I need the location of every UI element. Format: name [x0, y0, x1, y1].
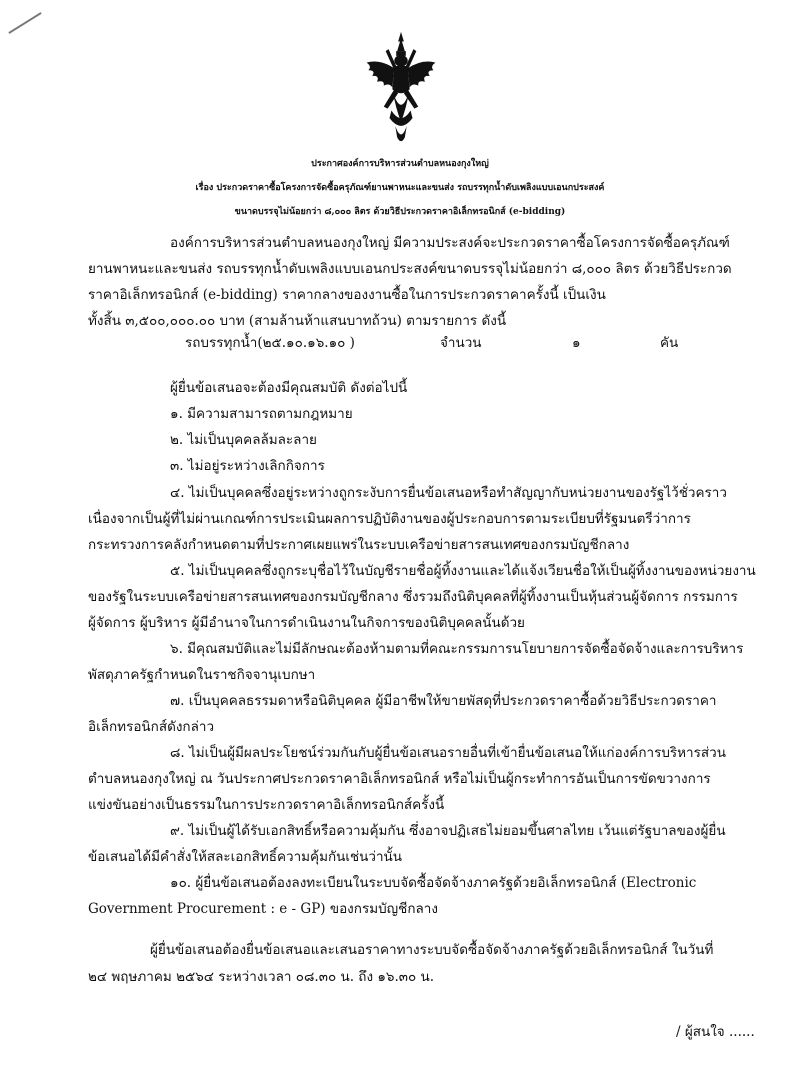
qualification-line: แข่งขันอย่างเป็นธรรมในการประกวดราคาอิเล็กทรอนิกส์ครั้งนี้ — [88, 797, 445, 813]
garuda-emblem-icon — [362, 30, 440, 145]
announcement-subject: เรื่อง ประกวดราคาซื้อโครงการจัดซื้อครุภัณฑ์ยานพาหนะและขนส่ง รถบรรทุกน้ำดับเพลิงแบบเอนกประสงค์ — [195, 183, 605, 193]
qualification-line: ๑. มีความสามารถตามกฎหมาย — [170, 406, 353, 422]
item-qty: ๑ — [572, 335, 581, 351]
qualification-line: พัสดุภาครัฐกำหนดในราชกิจจานุเบกษา — [88, 667, 316, 683]
qualification-line: ๗. เป็นบุคคลธรรมดาหรือนิติบุคคล ผู้มีอาชีพให้ขายพัสดุที่ประกวดราคาซื้อด้วยวิธีประกวดราคา — [170, 693, 717, 709]
document-header — [0, 152, 800, 224]
intro-line: ทั้งสิ้น ๓,๕๐๐,๐๐๐.๐๐ บาท (สามล้านห้าแสนบาทถ้วน) ตามรายการ ดังนี้ — [88, 313, 507, 329]
announcement-subject-cont: ขนาดบรรจุไม่น้อยกว่า ๘,๐๐๐ ลิตร ด้วยวิธีประกวดราคาอิเล็กทรอนิกส์ (e-bidding) — [234, 207, 566, 217]
qualification-line: ๒. ไม่เป็นบุคคลล้มละลาย — [170, 432, 317, 448]
qualification-line: ผู้จัดการ ผู้บริหาร ผู้มีอำนาจในการดำเนินงานในกิจการของนิติบุคคลนั้นด้วย — [88, 615, 525, 631]
continuation-marker: / ผู้สนใจ ...... — [676, 1024, 755, 1040]
item-name: รถบรรทุกน้ำ(๒๕.๑๐.๑๖.๑๐ ) — [185, 335, 355, 351]
intro-line: ราคาอิเล็กทรอนิกส์ (e-bidding) ราคากลางของงานซื้อในการประกวดราคาครั้งนี้ เป็นเงิน — [88, 287, 606, 303]
qualification-line: ๑๐. ผู้ยื่นข้อเสนอต้องลงทะเบียนในระบบจัดซื้อจัดจ้างภาครัฐด้วยอิเล็กทรอนิกส์ (Electronic — [170, 875, 697, 891]
qualification-line: เนื่องจากเป็นผู้ที่ไม่ผ่านเกณฑ์การประเมินผลการปฏิบัติงานของผู้ประกอบการตามระเบียบที่รัฐมนตรีว่าการ — [88, 511, 691, 527]
qualification-line: ๕. ไม่เป็นบุคคลซึ่งถูกระบุชื่อไว้ในบัญชีรายชื่อผู้ทิ้งงานและได้แจ้งเวียนชื่อให้เป็นผู้ทิ้งงานของหน่วยงาน — [170, 563, 756, 579]
qualification-line: ๔. ไม่เป็นบุคคลซึ่งอยู่ระหว่างถูกระงับการยื่นข้อเสนอหรือทำสัญญากับหน่วยงานของรัฐไว้ชั่วคราว — [170, 485, 727, 501]
qualification-line: Government Procurement : e - GP) ของกรมบัญชีกลาง — [88, 901, 438, 917]
qualification-line: ๙. ไม่เป็นผู้ได้รับเอกสิทธิ์หรือความคุ้มกัน ซึ่งอาจปฏิเสธไม่ยอมขึ้นศาลไทย เว้นแต่รัฐบาลของผู้ยื่น — [170, 823, 726, 839]
qualification-line: ๓. ไม่อยู่ระหว่างเลิกกิจการ — [170, 458, 325, 474]
submission-line: ๒๔ พฤษภาคม ๒๕๖๔ ระหว่างเวลา ๐๘.๓๐ น. ถึง ๑๖.๓๐ น. — [88, 969, 435, 985]
qualifications-heading: ผู้ยื่นข้อเสนอจะต้องมีคุณสมบัติ ดังต่อไปนี้ — [170, 380, 408, 396]
qualification-line: ๖. มีคุณสมบัติและไม่มีลักษณะต้องห้ามตามที่คณะกรรมการนโยบายการจัดซื้อจัดจ้างและการบริหาร — [170, 641, 744, 657]
intro-line: องค์การบริหารส่วนตำบลหนองกุงใหญ่ มีความประสงค์จะประกวดราคาซื้อโครงการจัดซื้อครุภัณฑ์ — [170, 235, 730, 251]
item-qty-label: จำนวน — [440, 335, 482, 351]
qualification-line: ข้อเสนอได้มีคำสั่งให้สละเอกสิทธิ์ความคุ้มกันเช่นว่านั้น — [88, 849, 403, 865]
intro-line: ยานพาหนะและขนส่ง รถบรรทุกน้ำดับเพลิงแบบเอนกประสงค์ขนาดบรรจุไม่น้อยกว่า ๘,๐๐๐ ลิตร ด้วยวิธีประกวด — [88, 261, 732, 277]
announcement-title: ประกาศองค์การบริหารส่วนตำบลหนองกุงใหญ่ — [311, 159, 489, 169]
qualification-line: กระทรวงการคลังกำหนดตามที่ประกาศเผยแพร่ในระบบเครือข่ายสารสนเทศของกรมบัญชีกลาง — [88, 537, 630, 553]
qualification-line: ตำบลหนองกุงใหญ่ ณ วันประกาศประกวดราคาอิเล็กทรอนิกส์ หรือไม่เป็นผู้กระทำการอันเป็นการขัดขวางการ — [88, 771, 711, 787]
item-unit: คัน — [660, 335, 679, 351]
qualification-line: ของรัฐในระบบเครือข่ายสารสนเทศของกรมบัญชีกลาง ซึ่งรวมถึงนิติบุคคลที่ผู้ทิ้งงานเป็นหุ้นส่วนผู้จัดการ กรรมการ — [88, 589, 738, 605]
scan-artifact-mark — [8, 12, 41, 34]
qualification-line: อิเล็กทรอนิกส์ดังกล่าว — [88, 719, 215, 735]
qualification-line: ๘. ไม่เป็นผู้มีผลประโยชน์ร่วมกันกับผู้ยื่นข้อเสนอรายอื่นที่เข้ายื่นข้อเสนอให้แก่องค์การบริหารส่วน — [170, 745, 726, 761]
submission-line: ผู้ยื่นข้อเสนอต้องยื่นข้อเสนอและเสนอราคาทางระบบจัดซื้อจัดจ้างภาครัฐด้วยอิเล็กทรอนิกส์ ในวันที่ — [150, 942, 714, 958]
